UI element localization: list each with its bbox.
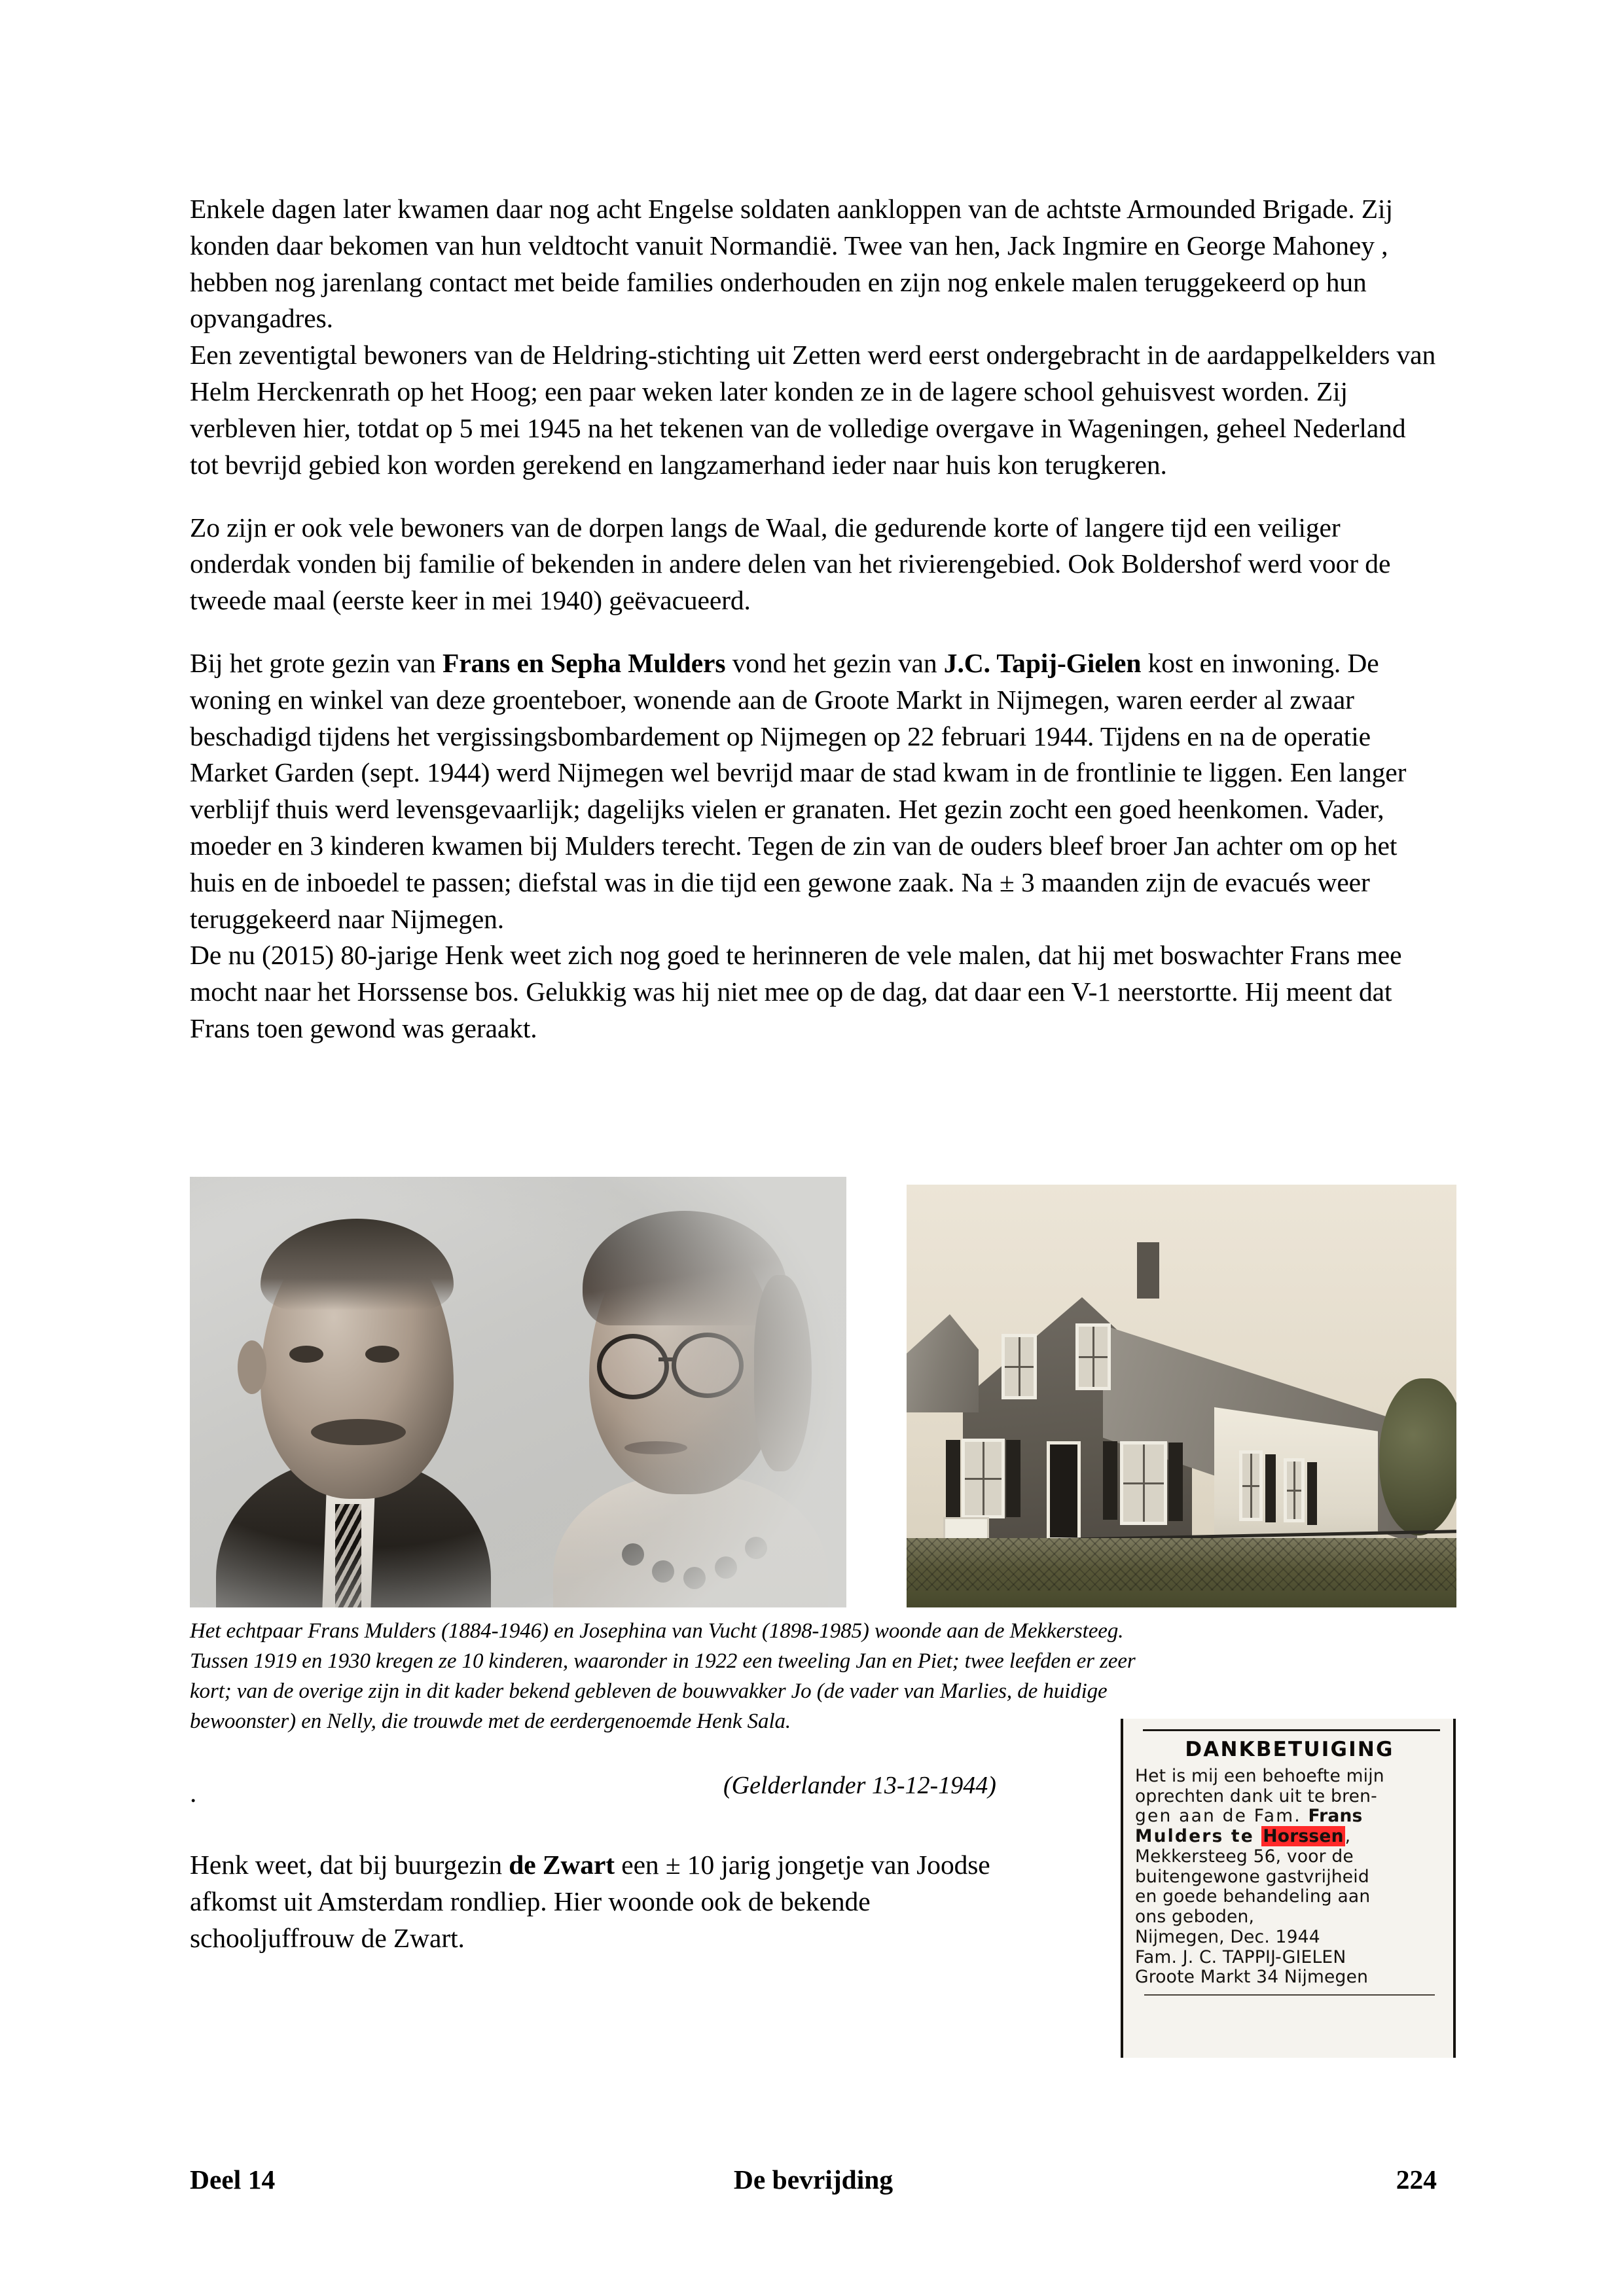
clipping-line-3-part-1: gen aan de Fam. xyxy=(1135,1806,1308,1827)
paragraph-4-run-3: vond het gezin van xyxy=(725,647,944,678)
clipping-line-8: ons geboden, xyxy=(1135,1907,1255,1928)
house-upper-window-left xyxy=(1001,1334,1037,1399)
house-shutter-left-inner xyxy=(1006,1440,1020,1517)
woman-glasses-bridge xyxy=(659,1357,673,1361)
man-ear xyxy=(238,1340,266,1394)
house-lower-window-left xyxy=(962,1439,1005,1518)
clipping-line-11: Groote Markt 34 Nijmegen xyxy=(1135,1967,1369,1988)
closing-paragraph-block xyxy=(190,1847,1021,1956)
man-right-eye xyxy=(365,1346,399,1363)
house-chimney xyxy=(1137,1242,1159,1299)
house-shutter-right-outer xyxy=(1103,1441,1117,1520)
man-tie xyxy=(335,1504,361,1607)
footer-part-label: Deel 14 xyxy=(190,2164,276,2195)
photo-house xyxy=(907,1185,1456,1607)
clipping-line-7: en goede behandeling aan xyxy=(1135,1886,1371,1907)
name-de-zwart: de Zwart xyxy=(509,1850,615,1880)
photo-couple-portrait xyxy=(190,1177,846,1607)
paragraph-4-run-5: kost en inwoning. De woning en winkel van deze groenteboer, wonende aan de Groote Markt in Nijmegen, waren eerder al zwaar beschadigd tijdens het vergissingsbombardement op Nijmegen op 22 februari 1944. Tijdens en na de operatie Market Garden (sept. 1944) werd Nijmegen wel bevrijd maar de stad kwam in de frontlinie te liggen. Een langer verblijf thuis werd levensgevaarlijk; dagelijks vielen er granaten. Het gezin zocht een goed heenkomen. Vader, moeder en 3 kinderen kwamen bij Mulders terecht. Tegen de zin van de ouders bleef broer Jan achter om op het huis en de inboedel te passen; diefstal was in die tijd een gewone zaak. Na ± 3 maanden zijn de evacués weer teruggekeerd naar Nijmegen. xyxy=(190,647,1407,934)
stray-period: . xyxy=(190,1778,197,1808)
house-side-window-2 xyxy=(1284,1458,1305,1522)
clipping-line-2: oprechten dank uit te bren- xyxy=(1135,1785,1377,1806)
closing-paragraph xyxy=(190,1847,1021,1956)
footer-page-number: 224 xyxy=(1396,2164,1437,2195)
woman-necklace-bead-3 xyxy=(683,1567,706,1589)
clipping-line-4-part-3: , xyxy=(1344,1826,1351,1847)
woman-mouth xyxy=(624,1441,687,1454)
man-hair xyxy=(261,1219,454,1310)
clipping-line-4-part-1: Mulders te xyxy=(1135,1826,1262,1847)
house-side-shutter-1 xyxy=(1265,1454,1276,1522)
photo-row xyxy=(190,1177,1456,1607)
paragraph-5 xyxy=(190,937,1437,1047)
page-footer xyxy=(190,2164,1437,2195)
woman-glasses-left-lens xyxy=(597,1334,669,1399)
caption-line-4: bewoonster) en Nelly, die trouwde met de eerdergenoemde Henk Sala. xyxy=(190,1709,791,1733)
paragraph-1-text: Enkele dagen later kwamen daar nog acht Engelse soldaten aankloppen van de achtste Armounded Brigade. Zij konden daar bekomen van hun veldtocht vanuit Normandië. Twee van hen, Jack Ingmire en George Mahoney , hebben nog jarenlang contact met beide families onderhouden en zijn nog enkele malen teruggekeerd op hun opvangadres. xyxy=(190,194,1393,334)
paragraph-spacer-1 xyxy=(190,484,1437,510)
name-jc-tapij-gielen: J.C. Tapij-Gielen xyxy=(943,647,1142,678)
caption-line-2: Tussen 1919 en 1930 kregen ze 10 kinderen, waaronder in 1922 een tweeling Jan en Piet; twee leefden er zeer xyxy=(190,1649,1136,1673)
clipping-highlight-horssen: Horssen xyxy=(1263,1826,1344,1847)
house-shutter-right-inner xyxy=(1168,1443,1183,1521)
caption-line-1: Het echtpaar Frans Mulders (1884-1946) en Josephina van Vucht (1898-1985) woonde aan de Mekkersteeg. xyxy=(190,1619,1124,1643)
paragraph-4-run-1: Bij het grote gezin van xyxy=(190,647,442,678)
clipping-bottom-rule xyxy=(1144,1994,1435,1996)
clipping-body xyxy=(1135,1767,1444,1988)
house-garden-bench xyxy=(943,1517,989,1541)
paragraph-5-text: De nu (2015) 80-jarige Henk weet zich nog goed te herinneren de vele malen, dat hij met boswachter Frans mee mocht naar het Horssense bos. Gelukkig was hij niet mee op de dag, dat daar een V-1 neerstortte. Hij meent dat Frans toen gewond was geraakt. xyxy=(190,940,1402,1044)
clipping-line-9: Nijmegen, Dec. 1944 xyxy=(1135,1926,1320,1947)
paragraph-3 xyxy=(190,510,1437,619)
clipping-line-3-part-2: Frans xyxy=(1308,1806,1363,1827)
closing-run-1: Henk weet, dat bij buurgezin xyxy=(190,1850,509,1880)
newspaper-clipping-dankbetuiging xyxy=(1121,1719,1456,2058)
source-credit: (Gelderlander 13-12-1944) xyxy=(723,1772,996,1799)
woman-glasses-right-lens xyxy=(672,1333,744,1398)
man-left-eye xyxy=(289,1346,323,1363)
name-frans-en-sepha-mulders: Frans en Sepha Mulders xyxy=(442,647,726,678)
man-mustache xyxy=(311,1419,406,1445)
woman-necklace-bead-4 xyxy=(715,1556,737,1579)
closing-run-3: een ± 10 jarig jongetje van Joodse afkomst uit Amsterdam rondliep. Hier woonde ook de bekende schooljuffrouw de Zwart. xyxy=(190,1850,990,1953)
woman-necklace-bead-2 xyxy=(652,1560,674,1583)
clipping-title: DANKBETUIGING xyxy=(1185,1738,1394,1761)
house-upper-window-right xyxy=(1075,1323,1111,1390)
clipping-line-10: Fam. J. C. TAPPIJ-GIELEN xyxy=(1135,1946,1346,1967)
paragraph-2-text: Een zeventigtal bewoners van de Heldring-stichting uit Zetten werd eerst ondergebracht in de aardappelkelders van Helm Herckenrath op het Hoog; een paar weken later konden ze in de lagere school gehuisvest worden. Zij verbleven hier, totdat op 5 mei 1945 na het tekenen van de volledige overgave in Wageningen, geheel Nederland tot bevrijd gebied kon worden gerekend en langzamerhand ieder naar huis kon terugkeren. xyxy=(190,340,1436,480)
clipping-top-rule xyxy=(1143,1729,1440,1731)
house-chainlink-fence xyxy=(907,1538,1456,1590)
woman-necklace-bead-1 xyxy=(622,1543,644,1566)
woman-hair xyxy=(583,1211,787,1325)
clipping-line-6: buitengewone gastvrijheid xyxy=(1135,1866,1369,1887)
caption-line-3: kort; van de overige zijn in dit kader bekend gebleven de bouwvakker Jo (de vader van Marlies, de huidige xyxy=(190,1679,1108,1703)
woman-necklace-bead-5 xyxy=(745,1537,767,1559)
house-tree xyxy=(1379,1378,1456,1535)
paragraph-3-text: Zo zijn er ook vele bewoners van de dorpen langs de Waal, die gedurende korte of langere tijd een veiliger onderdak vonden bij familie of bekenden in andere delen van het rivierengebied. Ook Boldershof werd voor de tweede maal (eerste keer in mei 1940) geëvacueerd. xyxy=(190,512,1391,616)
house-side-window-1 xyxy=(1239,1450,1263,1521)
clipping-line-1: Het is mij een behoefte mijn xyxy=(1135,1766,1384,1786)
clipping-line-5: Mekkersteeg 56, voor de xyxy=(1135,1846,1354,1867)
house-shutter-left-outer xyxy=(946,1440,960,1517)
woman-hair-side xyxy=(754,1275,812,1471)
clipping-line-3 xyxy=(1135,1806,1444,1827)
clipping-line-4 xyxy=(1135,1827,1444,1847)
house-front-door xyxy=(1047,1441,1081,1541)
paragraph-4 xyxy=(190,645,1437,938)
body-text-column xyxy=(190,191,1437,1047)
house-lower-window-right xyxy=(1120,1441,1167,1525)
paragraph-2 xyxy=(190,337,1437,483)
footer-chapter-title: De bevrijding xyxy=(733,2164,893,2195)
paragraph-1 xyxy=(190,191,1437,337)
house-side-shutter-2 xyxy=(1307,1462,1317,1525)
paragraph-spacer-2 xyxy=(190,619,1437,645)
